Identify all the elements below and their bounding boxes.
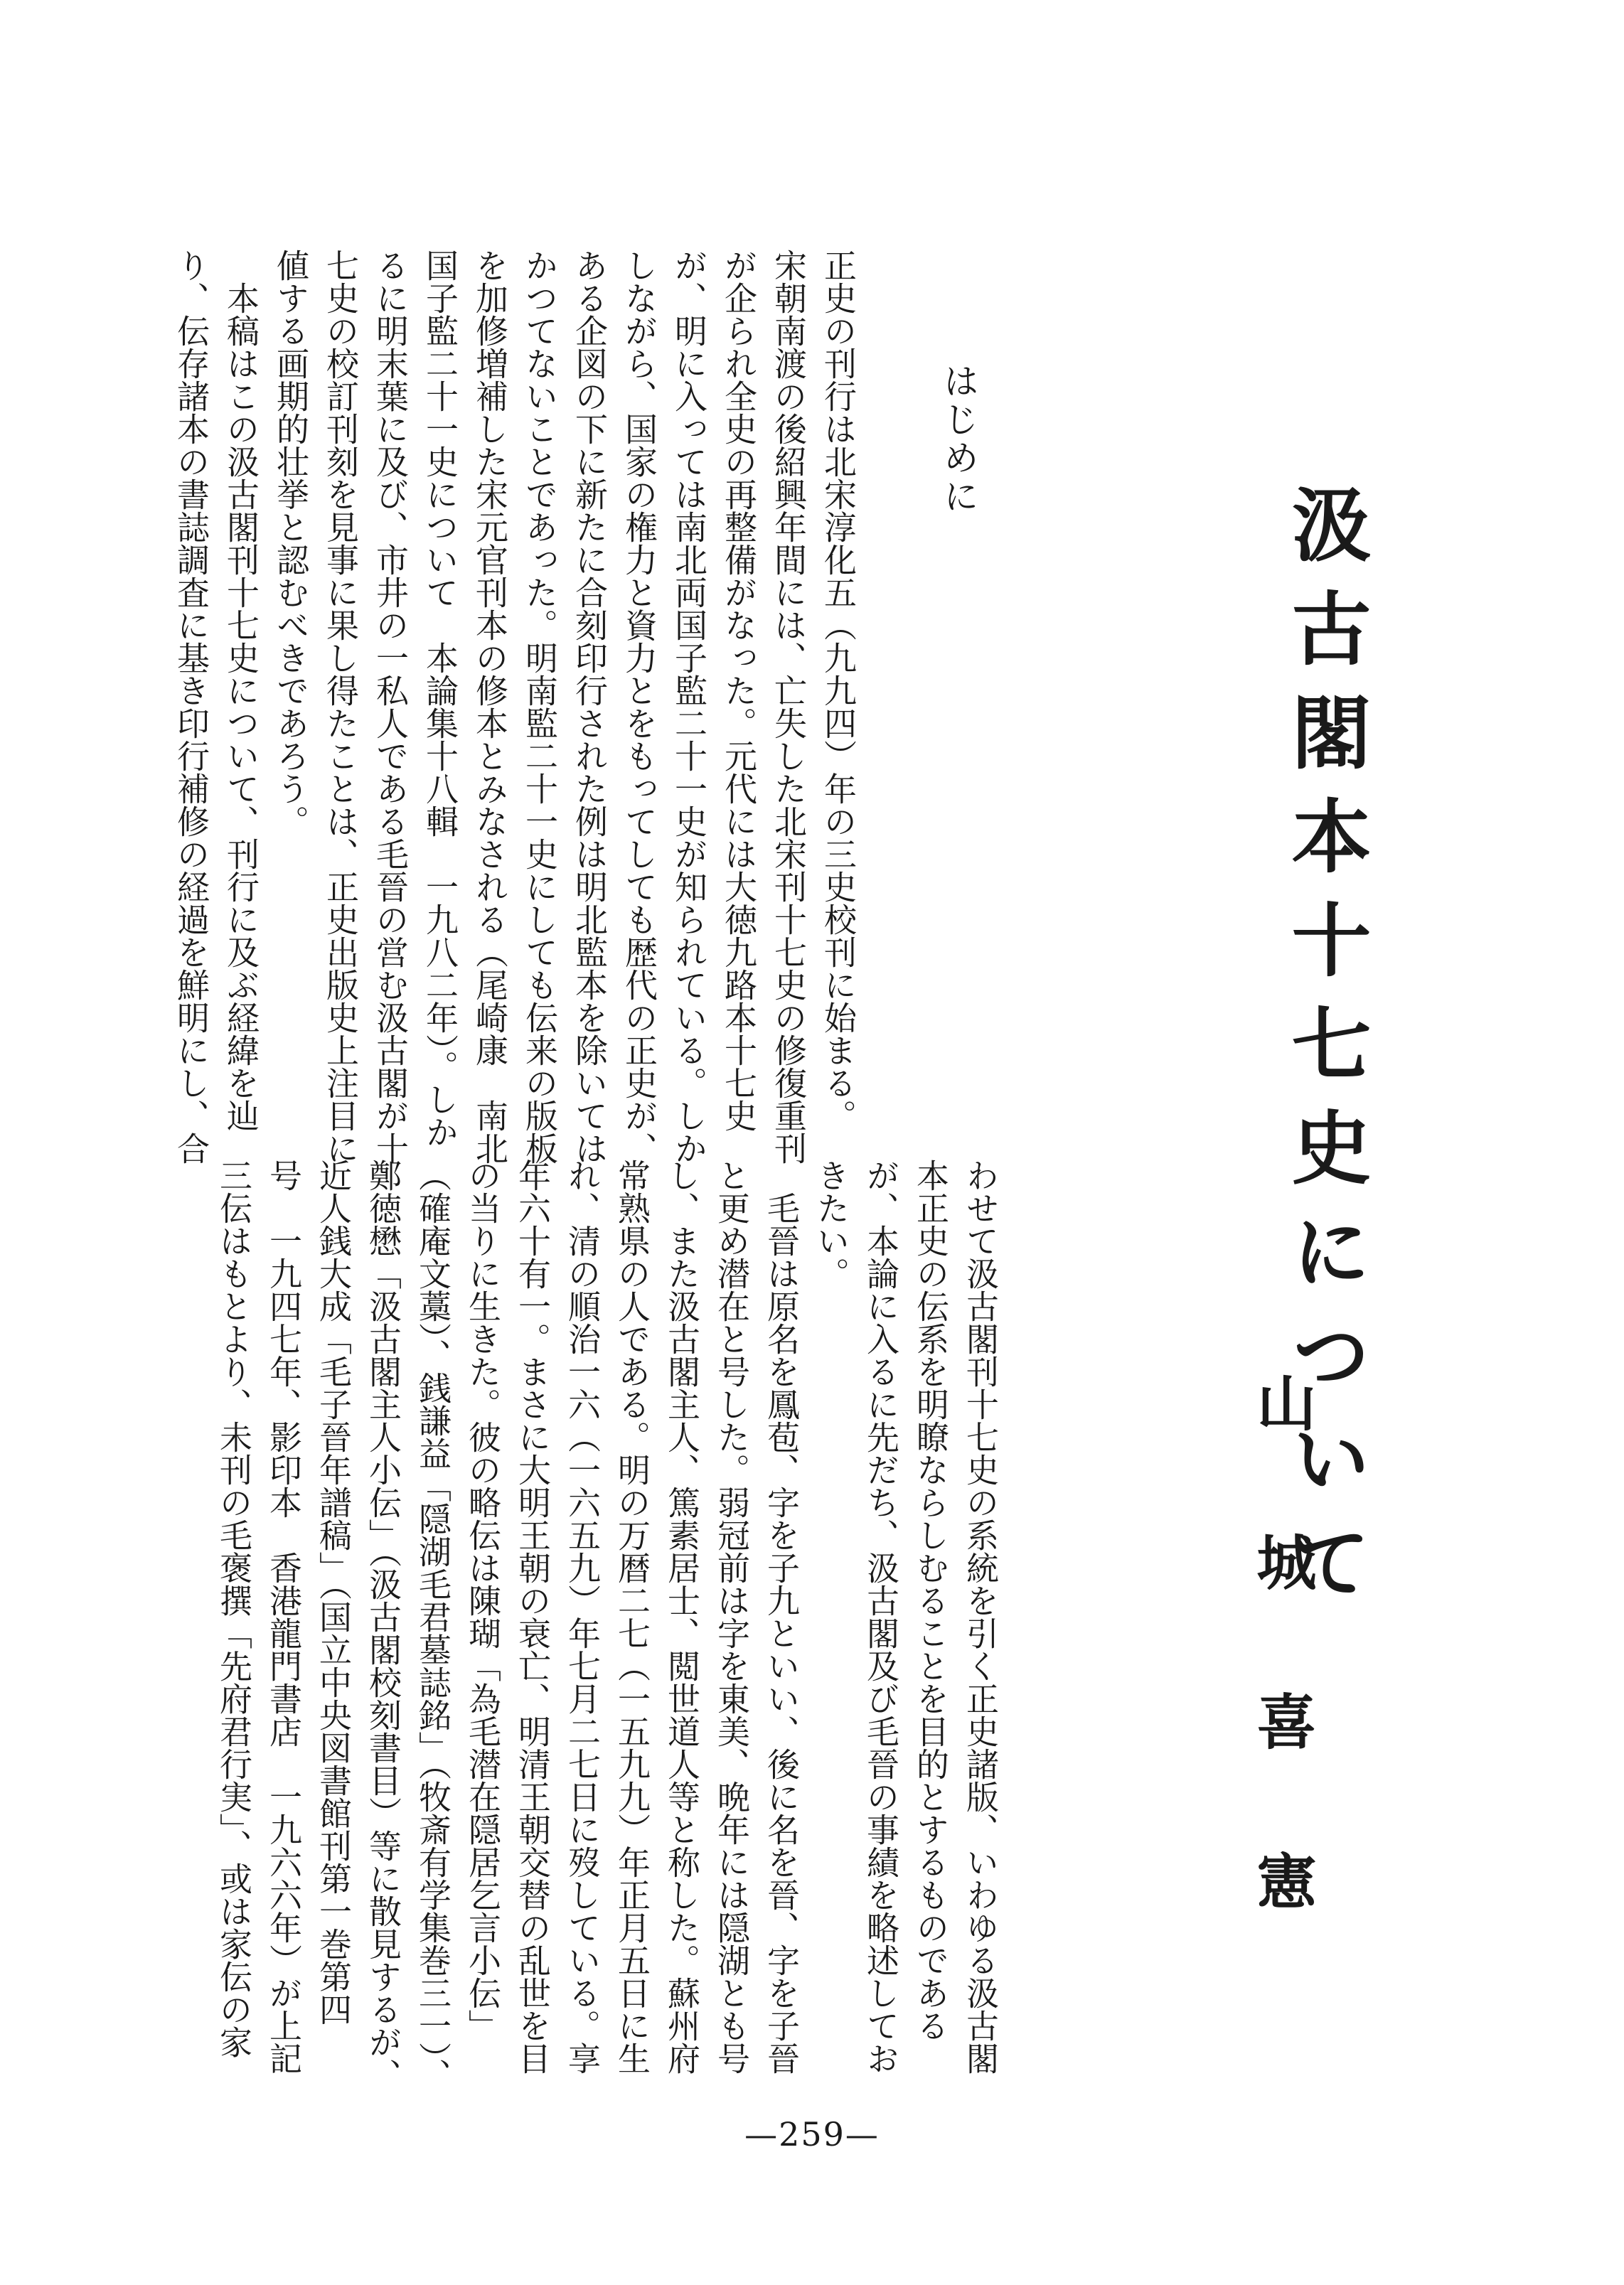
text-column: ある企図の下に新たに合刻印行された例は明北監本を除いては <box>570 249 609 1165</box>
text-column: が、明に入っては南北両国子監二十一史が知られている。しか <box>670 249 708 1165</box>
text-column: 近人銭大成「毛子晉年譜稿」（国立中央図書館刊第一巻第四 <box>314 1159 353 2026</box>
body-text-lower <box>209 1159 1005 2091</box>
text-column: 本正史の伝系を明瞭ならしむることを目的とするものである <box>912 1159 950 2042</box>
text-column: 年六十有一。まさに大明王朝の衰亡、明清王朝交替の乱世を目 <box>513 1159 552 2075</box>
text-column: 号 一九四七年、影印本 香港龍門書店 一九六六年）が上記 <box>265 1159 303 2075</box>
text-column: 三伝はもとより、未刊の毛褒撰「先府君行実」、或は家伝の家 <box>215 1159 253 2058</box>
section-heading: はじめに <box>938 363 979 516</box>
text-column: きたい。 <box>812 1159 850 1290</box>
text-column: 国子監二十一史について 本論集十八輯 一九八二年）。しか <box>421 249 459 1148</box>
body-text-upper <box>166 249 863 1165</box>
text-column: り、伝存諸本の書誌調査に基き印行補修の経過を鮮明にし、合 <box>172 249 210 1165</box>
text-column: わせて汲古閣刊十七史の系統を引く正史諸版、いわゆる汲古閣 <box>961 1159 1000 2075</box>
text-column: を加修増補した宋元官刊本の修本とみなされる（尾崎康 南北 <box>471 249 509 1165</box>
text-column: 常熟県の人である。明の万暦二七（一五九九）年正月五日に生 <box>613 1159 651 2075</box>
article-title: 汲古閣本十七史について <box>1278 483 1372 1625</box>
text-column: し、また汲古閣主人、篤素居士、閲世道人等と称した。蘇州府 <box>663 1159 701 2075</box>
text-column: 毛晉は原名を鳳苞、字を子九といい、後に名を晉、字を子晉 <box>762 1159 801 2075</box>
text-column: るに明末葉に及び、市井の一私人である毛晉の営む汲古閣が十 <box>371 249 410 1165</box>
text-column: しながら、国家の権力と資力とをもってしても歴代の正史が、 <box>620 249 658 1165</box>
text-column: 正史の刊行は北宋淳化五（九九四）年の三史校刊に始まる。 <box>819 249 858 1132</box>
text-column: 七史の校訂刊刻を見事に果し得たことは、正史出版史上注目に <box>321 249 360 1165</box>
text-column: かつてないことであった。明南監二十一史にしても伝来の版板 <box>520 249 559 1165</box>
text-column: が、本論に入るに先だち、汲古閣及び毛晉の事績を略述してお <box>862 1159 900 2075</box>
text-column: の当りに生きた。彼の略伝は陳瑚「為毛潜在隠居乞言小伝」 <box>464 1159 502 2042</box>
text-column: 本稿はこの汲古閣刊十七史について、刊行に及ぶ経緯を辿 <box>222 249 260 1132</box>
text-column: （確庵文藁）、銭謙益「隠湖毛君墓誌銘」（牧斎有学集巻三一）、 <box>414 1159 452 2091</box>
text-column: れ、清の順治一六（一六五九）年七月二七日に歿している。享 <box>563 1159 602 2075</box>
page-number: —259— <box>744 2115 880 2153</box>
text-column: と更め潜在と号した。弱冠前は字を東美、晩年には隠湖とも号 <box>712 1159 751 2075</box>
author-name: 山城喜憲 <box>1247 1372 1318 2009</box>
text-column: 値する画期的壮挙と認むべきであろう。 <box>272 249 310 838</box>
text-column: 宋朝南渡の後紹興年間には、亡失した北宋刊十七史の修復重刊 <box>769 249 808 1165</box>
text-column: が企られ全史の再整備がなった。元代には大徳九路本十七史 <box>720 249 758 1132</box>
text-column: 鄭徳懋「汲古閣主人小伝」（汲古閣校刻書目）等に散見するが、 <box>364 1159 402 2091</box>
